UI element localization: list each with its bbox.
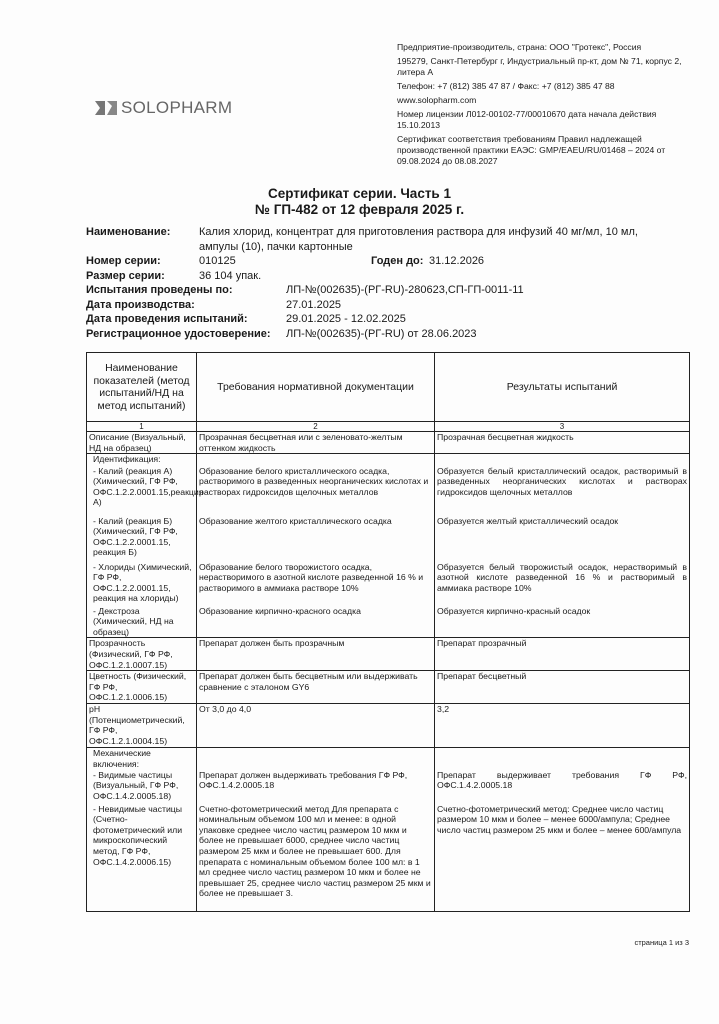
production-date-value: 27.01.2025 — [286, 298, 342, 311]
table-row — [87, 432, 690, 454]
logo-mark-icon — [95, 101, 117, 115]
header-indicator: Наименование показателей (метод испытаний/НД на метод испытаний) — [87, 353, 197, 422]
expiry-label: Годен до: — [371, 255, 424, 267]
title-line-2: № ГП-482 от 12 февраля 2025 г. — [254, 202, 465, 217]
size-label: Размер серии: — [86, 269, 165, 282]
requirement-cell: Образование белого кристаллического осадка, растворимого в разведенных неорганических кислотах и растворах гидроксидов щелочных металлов — [197, 466, 435, 516]
requirement-cell — [197, 454, 435, 466]
indicator-cell: - Калий (реакция А) (Химический, ГФ РФ, ОФС.1.2.2.0001.15,реакция А) — [87, 466, 197, 516]
manufacturer-name: Предприятие-производитель, страна: ООО "Гротекс", Россия — [397, 42, 642, 52]
indicator-cell: Прозрачность (Физический, ГФ РФ, ОФС.1.2.1.0007.15) — [87, 638, 197, 671]
results-table — [86, 352, 690, 912]
table-row — [87, 562, 690, 606]
logo-text: SOLOPHARM — [121, 98, 233, 117]
indicator-cell: Идентификация: — [87, 454, 197, 466]
manufacturer-address: 195279, Санкт-Петербург г, Индустриальный пр-кт, дом № 71, корпус 2, литера А — [397, 56, 682, 77]
requirement-cell: Препарат должен быть прозрачным — [197, 638, 435, 671]
indicator-cell: - Невидимые частицы (Счетно-фотометрический или микроскопический метод, ГФ РФ, ОФС.1.4.2.0006.15) — [87, 804, 197, 912]
result-cell: Образуется белый творожистый осадок, нерастворимый в азотной кислоте разведенной 16 % и растворимый в аммиака растворе 10% — [435, 562, 690, 606]
test-date-value: 29.01.2025 - 12.02.2025 — [286, 313, 406, 325]
production-date-label: Дата производства: — [86, 298, 195, 311]
batch-info — [86, 225, 696, 341]
indicator-cell: Цветность (Физический, ГФ РФ, ОФС.1.2.1.0006.15) — [87, 671, 197, 704]
header-requirements: Требования нормативной документации — [197, 353, 435, 422]
indicator-cell: - Хлориды (Химический, ГФ РФ, ОФС.1.2.2.0001.15, реакция на хлориды) — [87, 562, 197, 606]
result-cell — [435, 454, 690, 466]
table-row — [87, 516, 690, 562]
expiry-value: 31.12.2026 — [429, 255, 485, 267]
indicator-cell: - Видимые частицы (Визуальный, ГФ РФ, ОФС.1.4.2.0005.18) — [87, 770, 197, 804]
result-cell: Образуется белый кристаллический осадок, растворимый в разведенных неорганических кислотах и растворах гидроксидов щелочных металлов — [435, 466, 690, 516]
result-cell: Прозрачная бесцветная жидкость — [435, 432, 690, 454]
requirement-cell: Препарат должен выдерживать требования ГФ РФ, ОФС.1.4.2.0005.18 — [197, 770, 435, 804]
result-cell: Образуется кирпично-красный осадок — [435, 606, 690, 638]
solopharm-logo — [95, 98, 232, 118]
page-number: страница 1 из 3 — [634, 938, 689, 947]
table-row — [87, 804, 690, 912]
table-row — [87, 454, 690, 466]
manufacturer-gmp: Сертификат соответствия требованиям Правил надлежащей производственной практики ЕАЭС: GMP/EAEU/RU/01468 – 2024 от 09.08.2024 до 08.08.2027 — [397, 134, 666, 166]
requirement-cell: Препарат должен быть бесцветным или выдерживать сравнение с эталоном GY6 — [197, 671, 435, 704]
name-value-cont: ампулы (10), пачки картонные — [199, 240, 353, 253]
result-cell — [435, 748, 690, 770]
result-cell: Препарат прозрачный — [435, 638, 690, 671]
requirement-cell — [197, 748, 435, 770]
table-row — [87, 748, 690, 770]
document-title — [0, 186, 719, 218]
tested-value: ЛП-№(002635)-(РГ-RU)-280623,СП-ГП-0011-11 — [286, 284, 524, 296]
manufacturer-license: Номер лицензии Л012-00102-77/00010670 дата начала действия 15.10.2013 — [397, 109, 657, 130]
result-cell: Препарат бесцветный — [435, 671, 690, 704]
requirement-cell: От 3,0 до 4,0 — [197, 704, 435, 748]
name-value: Калия хлорид, концентрат для приготовления раствора для инфузий 40 мг/мл, 10 мл, — [199, 226, 638, 238]
indicator-cell: pH (Потенциометрический, ГФ РФ, ОФС.1.2.1.0004.15) — [87, 704, 197, 748]
title-line-1: Сертификат серии. Часть 1 — [267, 186, 451, 201]
size-value: 36 104 упак. — [199, 269, 262, 282]
batch-value: 010125 — [199, 255, 236, 267]
requirement-cell: Прозрачная бесцветная или с зеленовато-желтым оттенком жидкость — [197, 432, 435, 454]
result-cell: 3,2 — [435, 704, 690, 748]
requirement-cell: Счетно-фотометрический метод Для препарата с номинальным объемом 100 мл и менее: в одной упаковке среднее число частиц размером 10 мкм и более не превышает 6000, среднее число частиц размером 25 мкм и более не превышает 600. Для препарата с номинальным объемом более 100 мл: в 1 мл среднее число частиц размером 10 мкм и более не превышает 25, среднее число частиц размером 25 мкм и более не превышает 3. — [197, 804, 435, 912]
table-row — [87, 671, 690, 704]
header-results: Результаты испытаний — [435, 353, 690, 422]
indicator-cell: - Декстроза (Химический, НД на образец) — [87, 606, 197, 638]
result-cell: Образуется желтый кристаллический осадок — [435, 516, 690, 562]
table-row — [87, 638, 690, 671]
registration-value: ЛП-№(002635)-(РГ-RU) от 28.06.2023 — [286, 327, 477, 340]
registration-label: Регистрационное удостоверение: — [86, 327, 271, 340]
result-cell: Счетно-фотометрический метод: Среднее число частиц размером 10 мкм и более – менее 6000/ампула; Среднее число частиц размером 25 мкм и более – менее 600/ампула — [435, 804, 690, 912]
col-number: 3 — [435, 422, 690, 432]
indicator-cell: Механические включения: — [87, 748, 197, 770]
col-number: 1 — [87, 422, 197, 432]
table-header — [87, 353, 690, 422]
table-row — [87, 606, 690, 638]
table-row — [87, 466, 690, 516]
requirement-cell: Образование кирпично-красного осадка — [197, 606, 435, 638]
requirement-cell: Образование белого творожистого осадка, нерастворимого в азотной кислоте разведенной 16 % и растворимого в аммиака растворе 10% — [197, 562, 435, 606]
result-cell: Препарат выдерживает требования ГФ РФ, ОФС.1.4.2.0005.18 — [435, 770, 690, 804]
tested-label: Испытания проведены по: — [86, 284, 233, 296]
requirement-cell: Образование желтого кристаллического осадка — [197, 516, 435, 562]
test-date-label: Дата проведения испытаний: — [86, 313, 248, 325]
column-numbers — [87, 422, 690, 432]
table-row — [87, 770, 690, 804]
table-row — [87, 704, 690, 748]
manufacturer-block — [397, 42, 697, 170]
indicator-cell: - Калий (реакция Б) (Химический, ГФ РФ, ОФС.1.2.2.0001.15, реакция Б) — [87, 516, 197, 562]
batch-label: Номер серии: — [86, 255, 161, 267]
col-number: 2 — [197, 422, 435, 432]
indicator-cell: Описание (Визуальный, НД на образец) — [87, 432, 197, 454]
manufacturer-phone: Телефон: +7 (812) 385 47 87 / Факс: +7 (812) 385 47 88 — [397, 81, 615, 91]
name-label: Наименование: — [86, 226, 171, 238]
manufacturer-website: www.solopharm.com — [397, 95, 477, 105]
